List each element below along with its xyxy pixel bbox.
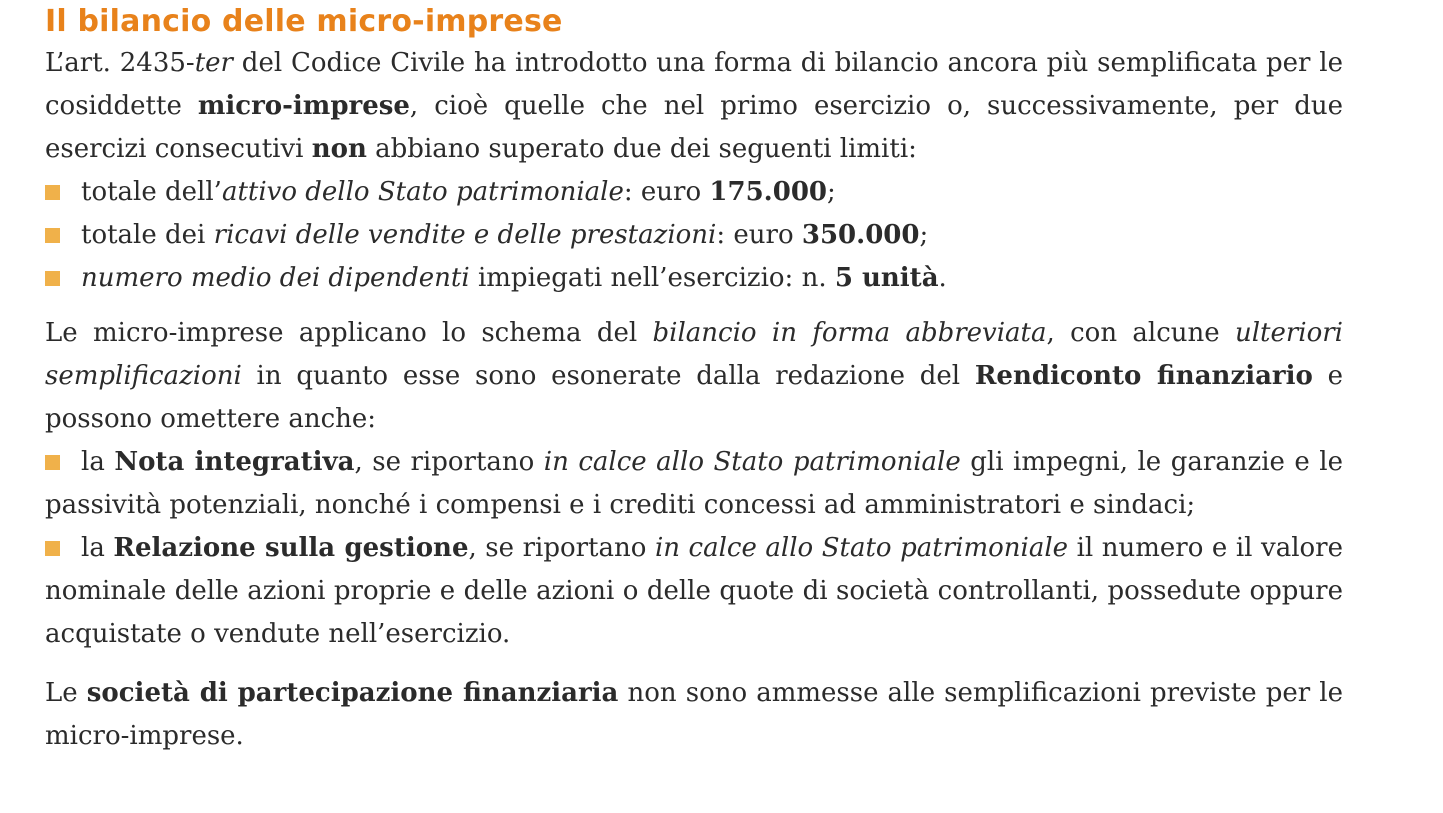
list-item-relazione-gestione — [45, 527, 1343, 656]
intro-non: non — [311, 134, 367, 164]
list-item-nota-integrativa — [45, 441, 1343, 527]
omission-text: , se riportano — [354, 447, 544, 477]
omission-text: la — [81, 533, 114, 563]
schema-paragraph — [45, 312, 1343, 441]
square-bullet-icon — [45, 228, 60, 243]
schema-text: Le micro-imprese applicano lo schema del — [45, 318, 653, 348]
list-item-limit-employees — [45, 257, 1343, 300]
square-bullet-icon — [45, 271, 60, 286]
intro-paragraph — [45, 42, 1343, 171]
limit-text: ; — [827, 177, 836, 207]
limit-text: ; — [919, 220, 929, 250]
schema-text: in quanto esse sono esonerate dalla redazione del — [241, 361, 975, 391]
intro-ter: ter — [194, 48, 233, 78]
exclusion-societa: società di partecipazione finanziaria — [86, 678, 619, 708]
schema-text: , con alcune — [1046, 318, 1235, 348]
square-bullet-icon — [45, 185, 60, 200]
intro-text: del Codice Civile ha introdotto una forma di bilancio ancora più semplificata per le cosiddette — [45, 48, 1343, 121]
list-item-limit-revenue — [45, 214, 1343, 257]
omission-text: la — [81, 447, 115, 477]
square-bullet-icon — [45, 455, 60, 470]
omissions-list — [45, 441, 1343, 656]
exclusion-text: Le — [45, 678, 87, 708]
schema-text: e possono omettere anche: — [45, 361, 1343, 434]
omission-term: in calce allo Stato patrimoniale — [654, 533, 1069, 563]
section-title: Il bilancio delle micro-imprese — [45, 4, 563, 39]
limit-value: 175.000 — [709, 177, 828, 207]
intro-text: L’art. 2435- — [45, 48, 195, 78]
schema-abbreviata: bilancio in forma abbreviata — [652, 318, 1047, 348]
intro-text: abbiano superato due dei seguenti limiti: — [366, 134, 917, 164]
limit-term: numero medio dei dipendenti — [81, 263, 470, 293]
intro-text: , cioè quelle che nel primo esercizio o, successivamente, per due esercizi consecutivi — [45, 91, 1343, 164]
limit-term: attivo dello Stato patrimoniale — [221, 177, 624, 207]
schema-rendiconto: Rendiconto finanziario — [974, 361, 1313, 391]
limit-value: 5 unità — [834, 263, 939, 293]
exclusion-paragraph — [45, 672, 1343, 758]
limit-text: impiegati nell’esercizio: n. — [469, 263, 835, 293]
limit-value: 350.000 — [801, 220, 920, 250]
omission-term: in calce allo Stato patrimoniale — [543, 447, 961, 477]
limit-text: : euro — [623, 177, 710, 207]
list-item-limit-assets — [45, 171, 1343, 214]
intro-micro-imprese: micro-imprese — [197, 91, 410, 121]
schema-semplificazioni: ulteriori semplificazioni — [45, 318, 1343, 391]
omission-text: , se riportano — [468, 533, 655, 563]
limit-text: totale dell’ — [81, 177, 222, 207]
limit-text: . — [938, 263, 947, 293]
omission-text: il numero e il valore nominale delle azioni proprie e delle azioni o delle quote di società controllanti, possedute oppure acquistate o vendute nell’esercizio. — [45, 533, 1343, 649]
exclusion-text: non sono ammesse alle semplificazioni previste per le micro-imprese. — [45, 678, 1343, 751]
omission-document: Nota integrativa — [114, 447, 355, 477]
square-bullet-icon — [45, 541, 60, 556]
limit-text: totale dei — [81, 220, 214, 250]
limits-list — [45, 171, 1343, 300]
omission-document: Relazione sulla gestione — [113, 533, 469, 563]
omission-text: gli impegni, le garanzie e le passività potenziali, nonché i compensi e i crediti concessi ad amministratori e sindaci; — [45, 447, 1343, 520]
limit-text: : euro — [716, 220, 802, 250]
limit-term: ricavi delle vendite e delle prestazioni — [213, 220, 717, 250]
